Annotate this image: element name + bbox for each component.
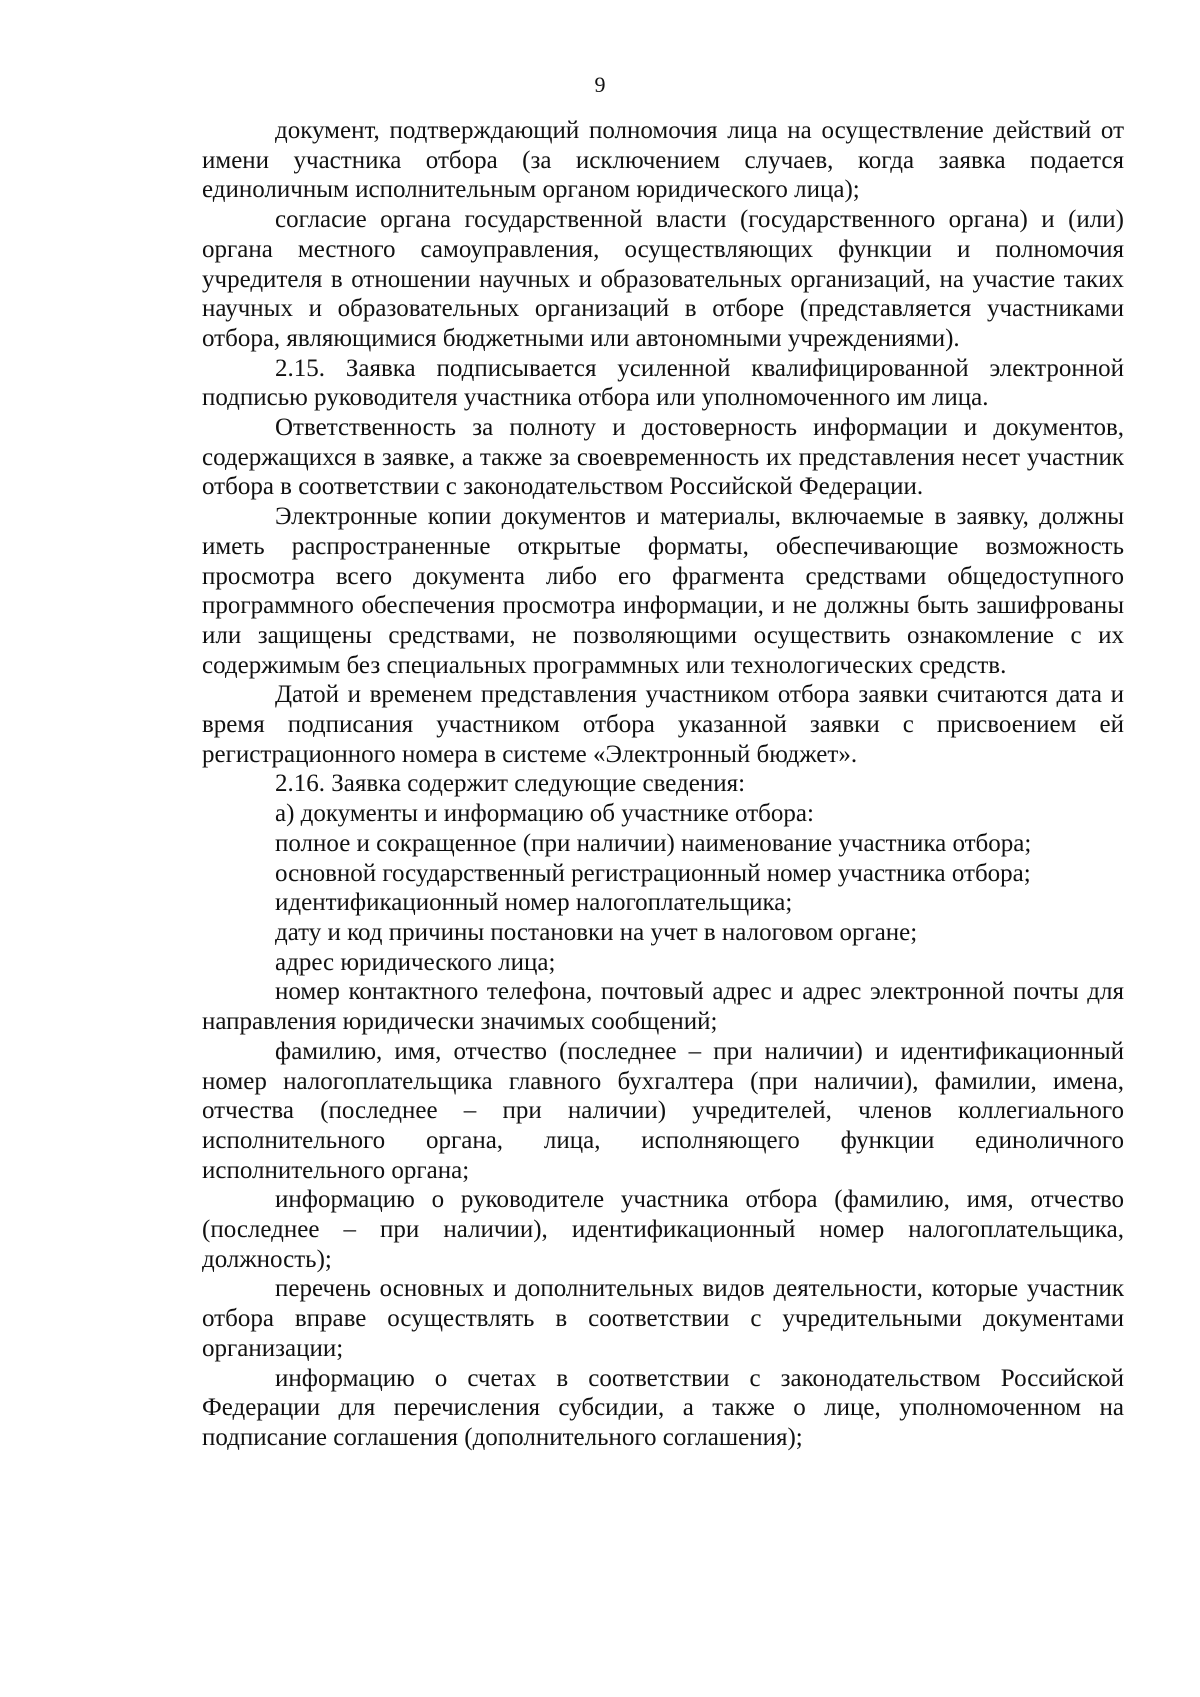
list-item-contacts: номер контактного телефона, почтовый адрес и адрес электронной почты для направления юридически значимых сообщений; <box>202 978 1124 1036</box>
page-number: 9 <box>594 72 606 97</box>
paragraph-item-a: а) документы и информацию об участнике отбора: <box>275 800 814 828</box>
paragraph-2-15-signature: 2.15. Заявка подписывается усиленной квалифицированной электронной подписью руководителя участника отбора или уполномоченного им лица. <box>202 354 1124 412</box>
list-item-inn: идентификационный номер налогоплательщика; <box>275 889 793 917</box>
list-item-accounts: информацию о счетах в соответствии с законодательством Российской Федерации для перечисления субсидии, а также о лице, уполномоченном на подписание соглашения (дополнительного соглашения); <box>202 1364 1124 1451</box>
paragraph-authority-document: документ, подтверждающий полномочия лица на осуществление действий от имени участника отбора (за исключением случаев, когда заявка подается единоличным исполнительным органом юридического лица); <box>202 117 1124 204</box>
list-item-director-info: информацию о руководителе участника отбора (фамилию, имя, отчество (последнее – при наличии), идентификационный номер налогоплательщика, должность); <box>202 1186 1124 1273</box>
list-item-legal-address: адрес юридического лица; <box>275 948 556 976</box>
document-body <box>202 116 1124 1453</box>
paragraph-government-consent: согласие органа государственной власти (государственного органа) и (или) органа местного самоуправления, осуществляющих функции и полномочия учредителя в отношении научных и образовательных организаций, на участие таких научных и образовательных организаций в отборе (представляется участниками отбора, являющимися бюджетными или автономными учреждениями). <box>202 206 1124 352</box>
list-item-full-name: полное и сокращенное (при наличии) наименование участника отбора; <box>275 829 1032 857</box>
paragraph-responsibility: Ответственность за полноту и достоверность информации и документов, содержащихся в заявке, а также за своевременность их представления несет участник отбора в соответствии с законодательством Российской Федерации. <box>202 414 1124 501</box>
list-item-activities: перечень основных и дополнительных видов деятельности, которые участник отбора вправе осуществлять в соответствии с учредительными документами организации; <box>202 1275 1124 1362</box>
list-item-ogrn: основной государственный регистрационный номер участника отбора; <box>275 859 1031 887</box>
list-item-accountant-founders: фамилию, имя, отчество (последнее – при наличии) и идентификационный номер налогоплательщика главного бухгалтера (при наличии), фамилии, имена, отчества (последнее – при наличии) учредителей, членов коллегиального исполнительного органа, лица, исполняющего функции единоличного исполнительного органа; <box>202 1037 1124 1184</box>
paragraph-2-16-contents: 2.16. Заявка содержит следующие сведения: <box>275 770 746 798</box>
list-item-kpp: дату и код причины постановки на учет в налоговом органе; <box>275 918 918 946</box>
paragraph-electronic-copies: Электронные копии документов и материалы, включаемые в заявку, должны иметь распространенные открытые форматы, обеспечивающие возможность просмотра всего документа либо его фрагмента средствами общедоступного программного обеспечения просмотра информации, и не должны быть зашифрованы или защищены средствами, не позволяющими осуществить ознакомление с их содержимым без специальных программных или технологических средств. <box>202 503 1124 679</box>
paragraph-submission-date: Датой и временем представления участником отбора заявки считаются дата и время подписания участником отбора указанной заявки с присвоением ей регистрационного номера в системе «Электронный бюджет». <box>202 681 1124 768</box>
